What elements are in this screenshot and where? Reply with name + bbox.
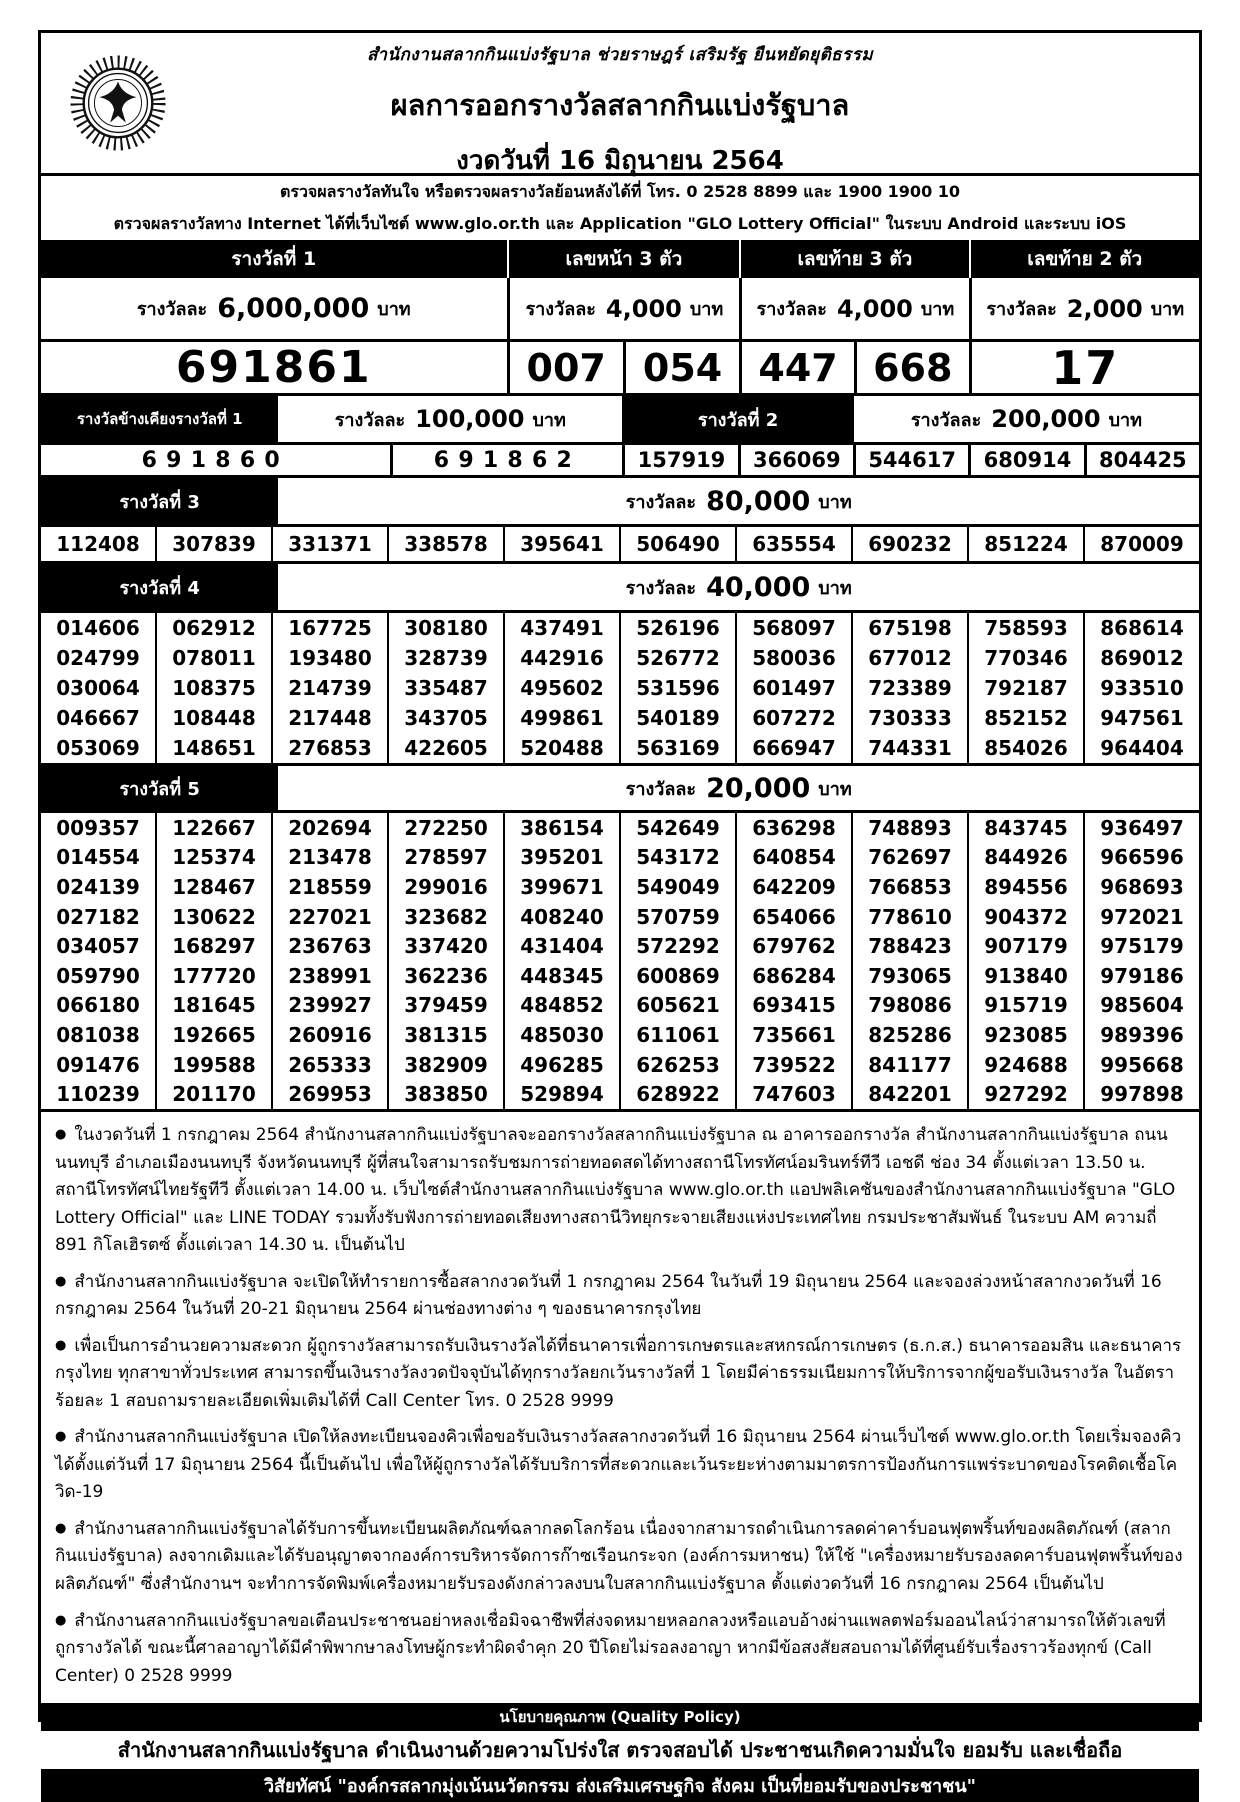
prize-number: 894556 bbox=[967, 872, 1083, 902]
prize5-amount bbox=[278, 766, 1199, 810]
prize-number: 014554 bbox=[56, 845, 140, 870]
note-text: สำนักงานสลากกินแบ่งรัฐบาล เปิดให้ลงทะเบียนจองคิวเพื่อขอรับเงินรางวัลสลากงวดวันที่ 16 มิถุนายน 2564 ผ่านเว็บไซต์ www.glo.or.th โดยเริ่มจองคิวได้ตั้งแต่วันที่ 17 มิถุนายน 2564 นี้เป็นต้นไป เพื่อให้ผู้ถูกรางวัลได้รับบริการที่สะดวกและเว้นระยะห่างตามมาตรการป้องกันการแพร่ระบาดของโรคติดเชื้อโควิด-19 bbox=[55, 1427, 1182, 1503]
last3-number-1: 447 bbox=[739, 342, 854, 393]
note-paragraph bbox=[55, 1424, 1185, 1507]
prize-number: 924688 bbox=[967, 1050, 1083, 1080]
prize-number: 395641 bbox=[503, 527, 619, 561]
prize-number: 386154 bbox=[503, 813, 619, 843]
prize-number: 844926 bbox=[967, 843, 1083, 873]
prize-number: 181645 bbox=[155, 991, 271, 1021]
note-text: สำนักงานสลากกินแบ่งรัฐบาลได้รับการขึ้นทะเบียนผลิตภัณฑ์ฉลากลดโลกร้อน เนื่องจากสามารถดำเนินการลดค่าคาร์บอนฟุตพริ้นท์ของผลิตภัณฑ์ (สลากกินแบ่งรัฐบาล) ลงจากเดิมและได้รับอนุญาตจากองค์การบริหารจัดการก๊าซเรือนกระจก (องค์การมหาชน) ให้ใช้ "เครื่องหมายรับรองลดคาร์บอนฟุตพริ้นท์ของผลิตภัณฑ์" ซึ่งสำนักงานฯ จะทำการจัดพิมพ์เครื่องหมายรับรองดังกล่าวลงบนใบสลากกินแบ่งรัฐบาล ตั้งแต่งวดวันที่ 16 กรกฎาคม 2564 เป็นต้นไป bbox=[55, 1518, 1183, 1594]
prize-number: 852152 bbox=[967, 703, 1083, 733]
prize-number: 766853 bbox=[851, 872, 967, 902]
prize-number: 601497 bbox=[735, 673, 851, 703]
prize-number: 549049 bbox=[619, 872, 735, 902]
prize-number: 869012 bbox=[1083, 643, 1199, 673]
note-paragraph bbox=[55, 1269, 1185, 1324]
contact-internet-line: ตรวจผลรางวัลทาง Internet ได้ที่เว็บไซต์ www.glo.or.th และ Application "GLO Lottery Official" ในระบบ Android และระบบ iOS bbox=[113, 213, 1127, 233]
prize-number: 915719 bbox=[967, 991, 1083, 1021]
prize-number: 735661 bbox=[735, 1020, 851, 1050]
prize-number: 762697 bbox=[851, 843, 967, 873]
front3-number-1: 007 bbox=[507, 342, 623, 393]
amount-prefix: รางวัลละ bbox=[910, 409, 982, 431]
prize3-label: รางวัลที่ 3 bbox=[41, 478, 278, 524]
prize-number-row bbox=[41, 843, 1199, 873]
prize-number: 747603 bbox=[735, 1079, 851, 1109]
prize-number: 484852 bbox=[503, 991, 619, 1021]
prize-number: 968693 bbox=[1083, 872, 1199, 902]
prize-number: 046667 bbox=[56, 706, 140, 730]
page-title: ผลการออกรางวัลสลากกินแบ่งรัฐบาล bbox=[390, 88, 850, 122]
last3-header: เลขท้าย 3 ตัว bbox=[739, 240, 968, 278]
adjacent-prize2-numbers-row bbox=[41, 442, 1199, 478]
prize-number: 130622 bbox=[155, 902, 271, 932]
prize-number: 335487 bbox=[387, 673, 503, 703]
prize-number: 066180 bbox=[56, 993, 140, 1018]
prize-number: 009357 bbox=[56, 815, 140, 840]
note-paragraph bbox=[55, 1516, 1185, 1599]
prize2-number: 680914 bbox=[968, 445, 1083, 475]
prize-number-row bbox=[41, 527, 1199, 561]
last2-number: 17 bbox=[969, 342, 1199, 393]
prize-number-row bbox=[41, 813, 1199, 843]
prize2-number: 157919 bbox=[622, 445, 737, 475]
prize-number: 323682 bbox=[387, 902, 503, 932]
prize-number: 214739 bbox=[271, 673, 387, 703]
prize-number-row bbox=[41, 961, 1199, 991]
prize-number: 448345 bbox=[503, 961, 619, 991]
prize-number: 690232 bbox=[851, 527, 967, 561]
bullet-icon: ● bbox=[55, 1127, 67, 1142]
note-paragraph bbox=[55, 1122, 1185, 1260]
prize-number: 675198 bbox=[851, 613, 967, 643]
prize-number: 854026 bbox=[967, 733, 1083, 763]
prize-number: 236763 bbox=[271, 931, 387, 961]
amount-unit: บาท bbox=[818, 577, 852, 599]
prize2-number: 544617 bbox=[853, 445, 968, 475]
note-text: สำนักงานสลากกินแบ่งรัฐบาลขอเตือนประชาชนอย่าหลงเชื่อมิจฉาชีพที่ส่งจดหมายหลอกลวงหรือแอบอ้างผ่านแพลตฟอร์มออนไลน์ว่าสามารถให้ตัวเลขที่ถูกรางวัลได้ ขณะนี้ศาลอาญาได้มีคำพิพากษาลงโทษผู้กระทำผิดจำคุก 20 ปีโดยไม่รอลงอาญา หากมีข้อสงสัยสอบถามได้ที่ศูนย์รับเรื่องราวร้องทุกข์ (Call Center) 0 2528 9999 bbox=[55, 1610, 1166, 1686]
prize-number: 202694 bbox=[271, 813, 387, 843]
prize-number-row bbox=[41, 733, 1199, 763]
prize-number: 201170 bbox=[155, 1079, 271, 1109]
prize-number: 148651 bbox=[155, 733, 271, 763]
prize-number: 213478 bbox=[271, 843, 387, 873]
prize-number: 495602 bbox=[503, 673, 619, 703]
prize-number: 168297 bbox=[155, 931, 271, 961]
prize-number: 851224 bbox=[967, 527, 1083, 561]
prize-number-row bbox=[41, 613, 1199, 643]
announcement-notes bbox=[41, 1112, 1199, 1703]
first-prize-amount bbox=[41, 278, 507, 339]
prize-number: 686284 bbox=[735, 961, 851, 991]
prize-number: 496285 bbox=[503, 1050, 619, 1080]
first-prize-header: รางวัลที่ 1 bbox=[231, 248, 317, 270]
adjacent-prize-amount bbox=[278, 396, 622, 442]
prize-number: 788423 bbox=[851, 931, 967, 961]
amount-prefix: รางวัลละ bbox=[625, 577, 697, 599]
adjacent-prize2-header-row bbox=[41, 396, 1199, 442]
prize-number: 770346 bbox=[967, 643, 1083, 673]
contact-info bbox=[41, 173, 1199, 240]
prize-number: 936497 bbox=[1083, 813, 1199, 843]
prize-number: 362236 bbox=[387, 961, 503, 991]
prize-number: 382909 bbox=[387, 1050, 503, 1080]
prize-number: 572292 bbox=[619, 931, 735, 961]
prize-number-row bbox=[41, 1079, 1199, 1109]
prize-number: 798086 bbox=[851, 991, 967, 1021]
first-prize-number: 691861 bbox=[175, 342, 372, 393]
prize-number: 307839 bbox=[155, 527, 271, 561]
prize-number: 542649 bbox=[619, 813, 735, 843]
amount-unit: บาท bbox=[689, 299, 724, 320]
prize-number: 422605 bbox=[387, 733, 503, 763]
amount-prefix: รางวัลละ bbox=[986, 299, 1057, 320]
prize-number: 748893 bbox=[851, 813, 967, 843]
prize-number: 526196 bbox=[619, 613, 735, 643]
prize-number: 034057 bbox=[56, 934, 140, 959]
prize3-header-row bbox=[41, 478, 1199, 524]
prize-number: 193480 bbox=[271, 643, 387, 673]
prize-number: 913840 bbox=[967, 961, 1083, 991]
adjacent-number-1: 691860 bbox=[141, 447, 289, 473]
prize-number: 792187 bbox=[967, 673, 1083, 703]
prize-number: 793065 bbox=[851, 961, 967, 991]
note-text: เพื่อเป็นการอำนวยความสะดวก ผู้ถูกรางวัลสามารถรับเงินรางวัลได้ที่ธนาคารเพื่อการเกษตรและสหกรณ์การเกษตร (ธ.ก.ส.) ธนาคารออมสิน และธนาคารกรุงไทย ทุกสาขาทั่วประเทศ สามารถขึ้นเงินรางวัลงวดปัจจุบันได้ทุกรางวัลยกเว้นรางวัลที่ 1 โดยมีค่าธรรมเนียมการให้บริการจากผู้ขอรับเงินรางวัล ในอัตราร้อยละ 1 สอบถามรายละเอียดเพิ่มเติมได้ที่ Call Center โทร. 0 2528 9999 bbox=[55, 1335, 1182, 1411]
prize-number: 059790 bbox=[56, 963, 140, 988]
note-text: ในงวดวันที่ 1 กรกฎาคม 2564 สำนักงานสลากกินแบ่งรัฐบาลจะออกรางวัลสลากกินแบ่งรัฐบาล ณ อาคารออกรางวัล สำนักงานสลากกินแบ่งรัฐบาล ถนนนนทบุรี อำเภอเมืองนนทบุรี จังหวัดนนทบุรี ผู้ที่สนใจสามารถรับชมการถ่ายทอดสดได้ทางสถานีโทรทัศน์อมรินทร์ทีวี เอชดี ช่อง 34 ตั้งแต่เวลา 13.50 น. สถานีโทรทัศน์ไทยรัฐทีวี ตั้งแต่เวลา 14.00 น. เว็บไซต์สำนักงานสลากกินแบ่งรัฐบาล www.glo.or.th แอปพลิเคชันของสำนักงานสลากกินแบ่งรัฐบาล "GLO Lottery Official" และ LINE TODAY รวมทั้งรับฟังการถ่ายทอดเสียงทางสถานีวิทยุกระจายเสียงแห่งประเทศไทย กรมประชาสัมพันธ์ ในระบบ AM ความถี่ 891 กิโลเฮิรตซ์ ตั้งแต่เวลา 14.30 น. เป็นต้นไป bbox=[55, 1125, 1176, 1256]
prize-number: 014606 bbox=[56, 616, 140, 640]
amount-value: 100,000 bbox=[415, 405, 525, 433]
prize-number: 626253 bbox=[619, 1050, 735, 1080]
prize2-amount bbox=[854, 396, 1199, 442]
prize-number: 442916 bbox=[503, 643, 619, 673]
amount-unit: บาท bbox=[1108, 409, 1142, 431]
amount-prefix: รางวัลละ bbox=[625, 491, 697, 513]
prize-number: 563169 bbox=[619, 733, 735, 763]
prize-number: 308180 bbox=[387, 613, 503, 643]
prize-number: 269953 bbox=[271, 1079, 387, 1109]
note-paragraph bbox=[55, 1608, 1185, 1691]
prize-number: 381315 bbox=[387, 1020, 503, 1050]
amount-unit: บาท bbox=[377, 299, 411, 320]
prize-number: 110239 bbox=[56, 1082, 140, 1107]
amount-prefix: รางวัลละ bbox=[334, 409, 406, 431]
prize-number: 979186 bbox=[1083, 961, 1199, 991]
prize-number: 239927 bbox=[271, 991, 387, 1021]
amount-prefix: รางวัลละ bbox=[136, 299, 208, 320]
bullet-icon: ● bbox=[55, 1520, 67, 1536]
prize-number: 997898 bbox=[1083, 1079, 1199, 1109]
prize-number: 995668 bbox=[1083, 1050, 1199, 1080]
prize-number: 529894 bbox=[503, 1079, 619, 1109]
prize-number: 343705 bbox=[387, 703, 503, 733]
prize-number: 506490 bbox=[619, 527, 735, 561]
prize-number: 923085 bbox=[967, 1020, 1083, 1050]
amount-value: 20,000 bbox=[706, 772, 811, 804]
prize-number: 091476 bbox=[56, 1052, 140, 1077]
prize-number: 679762 bbox=[735, 931, 851, 961]
front3-header: เลขหน้า 3 ตัว bbox=[507, 240, 740, 278]
prize5-header-row bbox=[41, 766, 1199, 810]
prize-number: 128467 bbox=[155, 872, 271, 902]
prize-number: 825286 bbox=[851, 1020, 967, 1050]
prize-number: 985604 bbox=[1083, 991, 1199, 1021]
amount-prefix: รางวัลละ bbox=[525, 299, 596, 320]
amount-prefix: รางวัลละ bbox=[625, 778, 697, 800]
prize-number-row bbox=[41, 703, 1199, 733]
main-prize-header-row bbox=[41, 240, 1199, 278]
prize-number: 933510 bbox=[1083, 673, 1199, 703]
amount-value: 6,000,000 bbox=[217, 293, 370, 324]
prize-number: 842201 bbox=[851, 1079, 967, 1109]
prize-number: 677012 bbox=[851, 643, 967, 673]
note-paragraph bbox=[55, 1333, 1185, 1416]
last2-amount bbox=[969, 278, 1199, 339]
prize-number: 868614 bbox=[1083, 613, 1199, 643]
prize-number: 723389 bbox=[851, 673, 967, 703]
contact-phone-line: ตรวจผลรางวัลทันใจ หรือตรวจผลรางวัลย้อนหลังได้ที่ โทร. 0 2528 8899 และ 1900 1900 10 bbox=[279, 181, 961, 201]
prize-number: 217448 bbox=[271, 703, 387, 733]
prize-number: 972021 bbox=[1083, 902, 1199, 932]
prize-number: 870009 bbox=[1083, 527, 1199, 561]
bullet-icon: ● bbox=[55, 1429, 67, 1445]
amount-unit: บาท bbox=[818, 778, 852, 800]
prize-number: 062912 bbox=[155, 613, 271, 643]
prize-number: 907179 bbox=[967, 931, 1083, 961]
bullet-icon: ● bbox=[55, 1337, 67, 1353]
prize-number: 199588 bbox=[155, 1050, 271, 1080]
prize-number: 543172 bbox=[619, 843, 735, 873]
prize2-number: 366069 bbox=[738, 445, 853, 475]
prize-number-row bbox=[41, 991, 1199, 1021]
front3-amount bbox=[507, 278, 740, 339]
amount-unit: บาท bbox=[818, 491, 852, 513]
bullet-icon: ● bbox=[55, 1612, 67, 1628]
prize4-header-row bbox=[41, 564, 1199, 610]
prize-number: 078011 bbox=[155, 643, 271, 673]
prize-number: 431404 bbox=[503, 931, 619, 961]
prize-number: 167725 bbox=[271, 613, 387, 643]
prize-number: 027182 bbox=[56, 904, 140, 929]
prize-number: 081038 bbox=[56, 1022, 140, 1047]
amount-value: 80,000 bbox=[706, 485, 811, 517]
prize-number: 383850 bbox=[387, 1079, 503, 1109]
last3-amount bbox=[739, 278, 968, 339]
prize-number: 328739 bbox=[387, 643, 503, 673]
prize-number: 693415 bbox=[735, 991, 851, 1021]
prize-number-row bbox=[41, 931, 1199, 961]
prize-number: 112408 bbox=[56, 532, 140, 556]
prize-number: 331371 bbox=[271, 527, 387, 561]
quality-policy-text-bar: สำนักงานสลากกินแบ่งรัฐบาล ดำเนินงานด้วยความโปร่งใส ตรวจสอบได้ ประชาชนเกิดความมั่นใจ ยอมรับ และเชื่อถือ bbox=[41, 1731, 1199, 1769]
prize-number-row bbox=[41, 673, 1199, 703]
prize-number: 408240 bbox=[503, 902, 619, 932]
prize-number: 526772 bbox=[619, 643, 735, 673]
prize-number: 966596 bbox=[1083, 843, 1199, 873]
prize-number: 485030 bbox=[503, 1020, 619, 1050]
draw-date: งวดวันที่ 16 มิถุนายน 2564 bbox=[456, 146, 784, 176]
last3-number-2: 668 bbox=[854, 342, 969, 393]
prize-number-row bbox=[41, 902, 1199, 932]
amount-prefix: รางวัลละ bbox=[756, 299, 827, 320]
prize-number: 841177 bbox=[851, 1050, 967, 1080]
prize-number: 299016 bbox=[387, 872, 503, 902]
prize-number: 531596 bbox=[619, 673, 735, 703]
front3-number-2: 054 bbox=[623, 342, 739, 393]
prize-number-row bbox=[41, 872, 1199, 902]
prize-number: 024139 bbox=[56, 874, 140, 899]
prize-number: 122667 bbox=[155, 813, 271, 843]
prize2-label: รางวัลที่ 2 bbox=[622, 396, 854, 442]
header-text bbox=[41, 41, 1199, 181]
prize-number: 260916 bbox=[271, 1020, 387, 1050]
prize3-amount bbox=[278, 478, 1199, 524]
prize-number: 024799 bbox=[56, 646, 140, 670]
agency-motto: สำนักงานสลากกินแบ่งรัฐบาล ช่วยราษฎร์ เสริมรัฐ ยืนหยัดยุติธรรม bbox=[366, 45, 874, 65]
prize-number: 540189 bbox=[619, 703, 735, 733]
prize-number: 600869 bbox=[619, 961, 735, 991]
prize4-label: รางวัลที่ 4 bbox=[41, 564, 278, 610]
prize-number-row bbox=[41, 1020, 1199, 1050]
prize-number: 611061 bbox=[619, 1020, 735, 1050]
prize-number: 568097 bbox=[735, 613, 851, 643]
prize-number: 218559 bbox=[271, 872, 387, 902]
amount-unit: บาท bbox=[1150, 299, 1185, 320]
prize-number: 238991 bbox=[271, 961, 387, 991]
prize5-numbers-grid bbox=[41, 810, 1199, 1112]
prize-number: 642209 bbox=[735, 872, 851, 902]
prize4-numbers-grid bbox=[41, 610, 1199, 766]
prize-number: 227021 bbox=[271, 902, 387, 932]
prize-number: 177720 bbox=[155, 961, 271, 991]
prize-number: 975179 bbox=[1083, 931, 1199, 961]
prize-number: 192665 bbox=[155, 1020, 271, 1050]
prize-number: 654066 bbox=[735, 902, 851, 932]
prize-number: 580036 bbox=[735, 643, 851, 673]
prize-number: 605621 bbox=[619, 991, 735, 1021]
note-text: สำนักงานสลากกินแบ่งรัฐบาล จะเปิดให้ทำรายการซื้อสลากงวดวันที่ 1 กรกฎาคม 2564 ในวันที่ 19 มิถุนายน 2564 และจองล่วงหน้าสลากงวดวันที่ 16 กรกฎาคม 2564 ในวันที่ 20-21 มิถุนายน 2564 ผ่านช่องทางต่าง ๆ ของธนาคารกรุงไทย bbox=[55, 1271, 1162, 1320]
amount-value: 200,000 bbox=[991, 405, 1101, 433]
prize-number: 570759 bbox=[619, 902, 735, 932]
main-prize-amounts-row bbox=[41, 278, 1199, 342]
prize-number: 272250 bbox=[387, 813, 503, 843]
amount-unit: บาท bbox=[532, 409, 566, 431]
prize-number: 499861 bbox=[503, 703, 619, 733]
prize-number: 337420 bbox=[387, 931, 503, 961]
prize-number: 730333 bbox=[851, 703, 967, 733]
prize-number: 666947 bbox=[735, 733, 851, 763]
prize-number: 904372 bbox=[967, 902, 1083, 932]
amount-value: 4,000 bbox=[836, 294, 913, 323]
document-frame bbox=[38, 30, 1202, 1798]
amount-value: 2,000 bbox=[1066, 294, 1143, 323]
prize-number: 437491 bbox=[503, 613, 619, 643]
prize-number: 338578 bbox=[387, 527, 503, 561]
amount-value: 40,000 bbox=[706, 571, 811, 603]
prize-number: 607272 bbox=[735, 703, 851, 733]
prize-number: 265333 bbox=[271, 1050, 387, 1080]
prize-number: 379459 bbox=[387, 991, 503, 1021]
prize-number: 744331 bbox=[851, 733, 967, 763]
prize-number: 053069 bbox=[56, 736, 140, 760]
prize-number: 628922 bbox=[619, 1079, 735, 1109]
prize-number: 520488 bbox=[503, 733, 619, 763]
prize-number: 964404 bbox=[1083, 733, 1199, 763]
prize-number: 843745 bbox=[967, 813, 1083, 843]
prize-number: 636298 bbox=[735, 813, 851, 843]
prize-number: 030064 bbox=[56, 676, 140, 700]
prize-number: 989396 bbox=[1083, 1020, 1199, 1050]
prize-number: 635554 bbox=[735, 527, 851, 561]
adjacent-number-2: 691862 bbox=[390, 445, 623, 475]
prize-number-row bbox=[41, 643, 1199, 673]
last2-header: เลขท้าย 2 ตัว bbox=[969, 240, 1199, 278]
document-header bbox=[41, 33, 1199, 176]
adjacent-prize-label: รางวัลข้างเคียงรางวัลที่ 1 bbox=[41, 396, 278, 442]
prize-number: 276853 bbox=[271, 733, 387, 763]
prize-number: 278597 bbox=[387, 843, 503, 873]
amount-unit: บาท bbox=[920, 299, 955, 320]
prize5-label: รางวัลที่ 5 bbox=[41, 766, 278, 810]
prize-number: 395201 bbox=[503, 843, 619, 873]
amount-value: 4,000 bbox=[605, 294, 682, 323]
prize-number: 778610 bbox=[851, 902, 967, 932]
prize-number: 108375 bbox=[155, 673, 271, 703]
prize3-numbers-grid bbox=[41, 524, 1199, 564]
prize-number: 927292 bbox=[967, 1079, 1083, 1109]
prize-number-row bbox=[41, 1050, 1199, 1080]
prize-number: 739522 bbox=[735, 1050, 851, 1080]
prize4-amount bbox=[278, 564, 1199, 610]
prize-number: 640854 bbox=[735, 843, 851, 873]
prize-number: 125374 bbox=[155, 843, 271, 873]
prize-number: 758593 bbox=[967, 613, 1083, 643]
prize2-number: 804425 bbox=[1084, 445, 1199, 475]
vision-statement-bar: วิสัยทัศน์ "องค์กรสลากมุ่งเน้นนวัตกรรม ส่งเสริมเศรษฐกิจ สังคม เป็นที่ยอมรับของประชาชน" bbox=[41, 1769, 1199, 1802]
prize-number: 947561 bbox=[1083, 703, 1199, 733]
prize-number: 108448 bbox=[155, 703, 271, 733]
quality-policy-title-bar: นโยบายคุณภาพ (Quality Policy) bbox=[41, 1703, 1199, 1731]
main-winning-numbers-row bbox=[41, 342, 1199, 396]
bullet-icon: ● bbox=[55, 1273, 67, 1289]
prize-number: 399671 bbox=[503, 872, 619, 902]
